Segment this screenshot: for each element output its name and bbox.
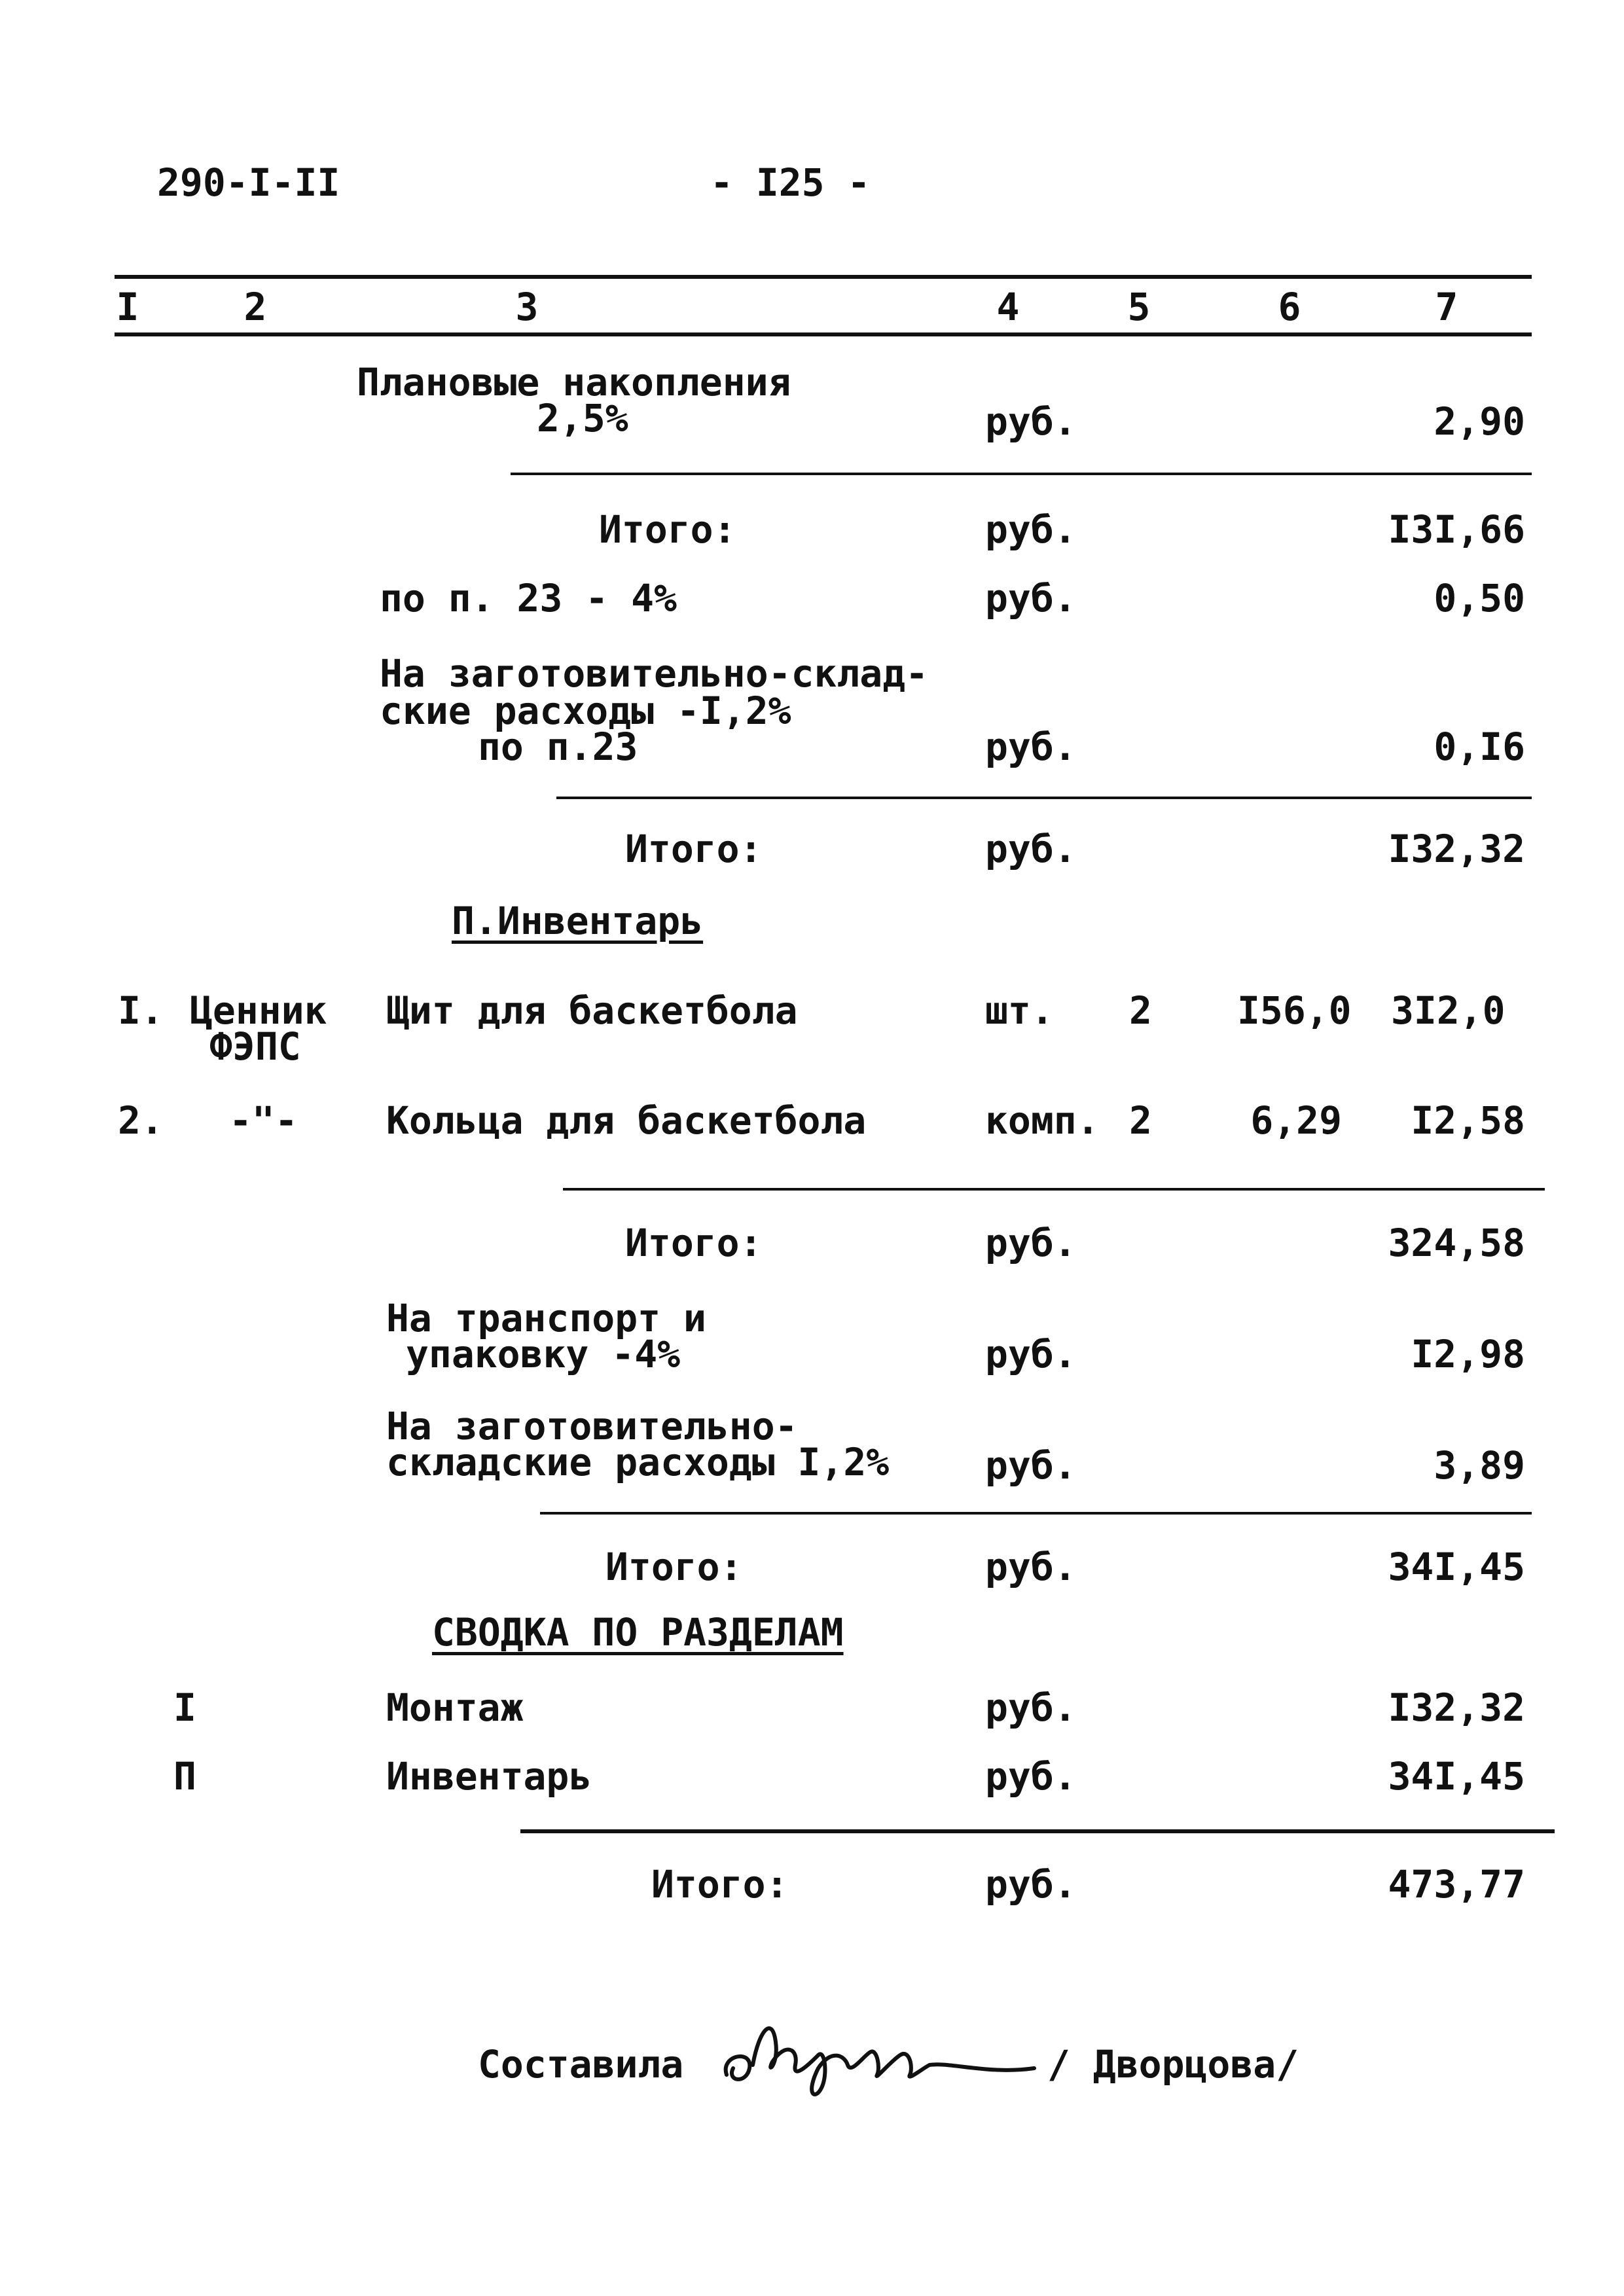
summary2-num: П — [173, 1754, 196, 1799]
item2-desc: Кольца для баскетбола — [386, 1098, 867, 1143]
item2-qty: 2 — [1129, 1098, 1152, 1143]
col-header-1: I — [116, 285, 139, 329]
item1-desc: Щит для баскетбола — [386, 988, 798, 1033]
item2-num: 2. — [118, 1098, 164, 1143]
procurement1-total: 0,I6 — [1434, 725, 1525, 769]
summary1-num: I — [173, 1685, 196, 1730]
compiler-name: / Дворцова/ — [1047, 2042, 1299, 2087]
procurement1-desc-line1: На заготовительно-склад- — [380, 651, 929, 696]
item23-unit: руб. — [985, 576, 1077, 620]
procurement2-desc-line1: На заготовительно- — [386, 1404, 798, 1448]
item2-price: 6,29 — [1250, 1098, 1342, 1143]
col-header-6: 6 — [1278, 285, 1301, 329]
itogo-1-label: Итого: — [599, 507, 736, 552]
item2-unit: комп. — [985, 1098, 1100, 1143]
itogo-final-total: 473,77 — [1388, 1862, 1525, 1907]
transport-total: I2,98 — [1411, 1332, 1525, 1376]
compiled-label: Составила — [478, 2042, 684, 2087]
procurement1-desc-line3: по п.23 — [478, 725, 638, 769]
itogo-4-unit: руб. — [985, 1545, 1077, 1589]
subtotal-rule-2 — [556, 797, 1532, 799]
signature — [713, 2003, 1041, 2108]
document-code: 290-I-II — [157, 160, 340, 205]
item1-qty: 2 — [1129, 988, 1152, 1033]
itogo-final-unit: руб. — [985, 1862, 1077, 1907]
item1-source: Ценник — [190, 988, 327, 1033]
summary2-unit: руб. — [985, 1754, 1077, 1799]
item2-total: I2,58 — [1411, 1098, 1525, 1143]
item2-source: -"- — [229, 1098, 298, 1143]
subtotal-rule-4 — [540, 1512, 1532, 1515]
procurement1-unit: руб. — [985, 725, 1077, 769]
col-header-4: 4 — [996, 285, 1020, 329]
item1-unit: шт. — [985, 988, 1054, 1033]
header-rule-bottom — [115, 332, 1532, 336]
item23-total: 0,50 — [1434, 576, 1525, 620]
planned-savings-unit: руб. — [985, 399, 1077, 444]
planned-savings-rate: 2,5% — [537, 396, 628, 440]
transport-unit: руб. — [985, 1332, 1077, 1376]
header-rule-top — [115, 275, 1532, 279]
summary-title: СВОДКА ПО РАЗДЕЛАМ — [432, 1610, 844, 1655]
page-number: - I25 - — [710, 160, 871, 205]
procurement2-unit: руб. — [985, 1443, 1077, 1488]
subtotal-rule-final — [520, 1829, 1555, 1833]
procurement2-total: 3,89 — [1434, 1443, 1525, 1488]
planned-savings-desc: Плановые накопления — [357, 360, 791, 404]
item23-desc: по п. 23 - 4% — [380, 576, 677, 620]
summary2-total: 34I,45 — [1388, 1754, 1525, 1799]
item1-price: I56,0 — [1237, 988, 1352, 1033]
transport-desc-line2: упаковку -4% — [406, 1332, 681, 1376]
itogo-2-unit: руб. — [985, 827, 1077, 871]
summary1-desc: Монтаж — [386, 1685, 524, 1730]
itogo-2-label: Итого: — [625, 827, 763, 871]
item1-source-2: ФЭПС — [209, 1024, 301, 1069]
itogo-3-total: 324,58 — [1388, 1221, 1525, 1265]
itogo-3-unit: руб. — [985, 1221, 1077, 1265]
itogo-1-total: I3I,66 — [1388, 507, 1525, 552]
itogo-1-unit: руб. — [985, 507, 1077, 552]
summary1-total: I32,32 — [1388, 1685, 1525, 1730]
procurement1-desc-line2: ские расходы -I,2% — [380, 689, 791, 733]
subtotal-rule-1 — [511, 473, 1532, 475]
col-header-3: 3 — [515, 285, 539, 329]
item1-num: I. — [118, 988, 164, 1033]
itogo-3-label: Итого: — [625, 1221, 763, 1265]
item1-total: 3I2,0 — [1391, 988, 1506, 1033]
itogo-2-total: I32,32 — [1388, 827, 1525, 871]
col-header-2: 2 — [244, 285, 267, 329]
subtotal-rule-3 — [563, 1188, 1545, 1191]
section-inventory-title: П.Инвентарь — [452, 899, 704, 943]
procurement2-desc-line2: складские расходы I,2% — [386, 1440, 890, 1484]
summary1-unit: руб. — [985, 1685, 1077, 1730]
itogo-4-total: 34I,45 — [1388, 1545, 1525, 1589]
col-header-5: 5 — [1127, 285, 1151, 329]
transport-desc-line1: На транспорт и — [386, 1296, 706, 1340]
summary2-desc: Инвентарь — [386, 1754, 592, 1799]
planned-savings-total: 2,90 — [1434, 399, 1525, 444]
itogo-final-label: Итого: — [651, 1862, 789, 1907]
col-header-7: 7 — [1435, 285, 1458, 329]
itogo-4-label: Итого: — [605, 1545, 743, 1589]
